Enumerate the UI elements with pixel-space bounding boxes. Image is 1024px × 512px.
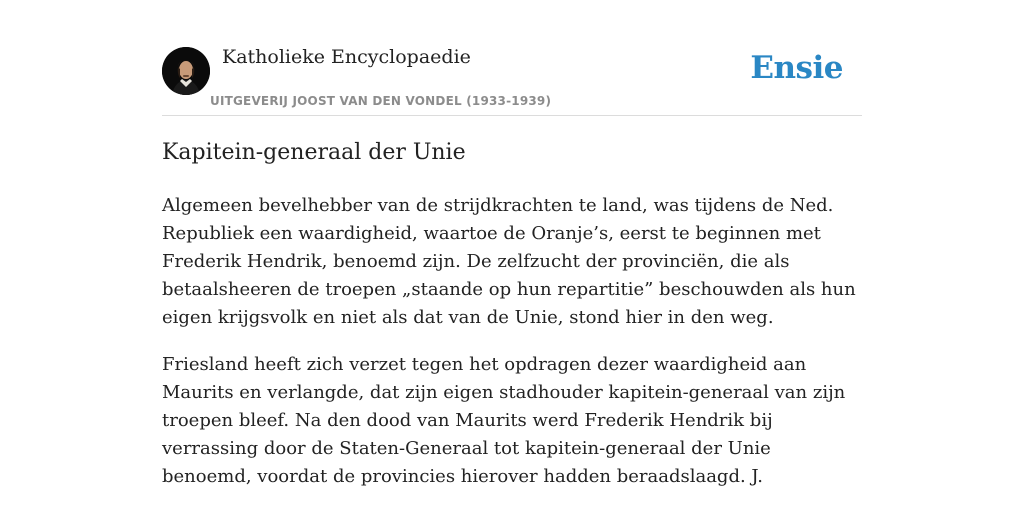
brand-logo-link[interactable]: Ensie — [750, 50, 843, 86]
article-body — [162, 192, 862, 510]
article-title: Kapitein-generaal der Unie — [162, 140, 466, 165]
header — [162, 40, 862, 116]
article-paragraph: Algemeen bevelhebber van de strijdkrachten te land, was tijdens de Ned. Republiek een waardigheid, waartoe de Oranje’s, eerst te beginnen met Frederik Hendrik, benoemd zijn. De zelfzucht der provinciën, die als betaalsheeren de troepen „staande op hun repartitie” beschouwden als hun eigen krijgsvolk en niet als dat van de Unie, stond hier in den weg. — [162, 195, 856, 328]
publisher-label: UITGEVERIJ JOOST VAN DEN VONDEL (1933-1939) — [210, 94, 552, 108]
portrait-icon[interactable] — [162, 47, 210, 95]
encyclopedia-name[interactable]: Katholieke Encyclopaedie — [222, 46, 471, 68]
article-paragraph: Friesland heeft zich verzet tegen het opdragen dezer waardigheid aan Maurits en verlangde, dat zijn eigen stadhouder kapitein-generaal van zijn troepen bleef. Na den dood van Maurits werd Frederik Hendrik bij verrassing door de Staten-Generaal tot kapitein-generaal der Unie benoemd, voordat de provincies hierover hadden beraadslaagd. J. — [162, 354, 846, 487]
